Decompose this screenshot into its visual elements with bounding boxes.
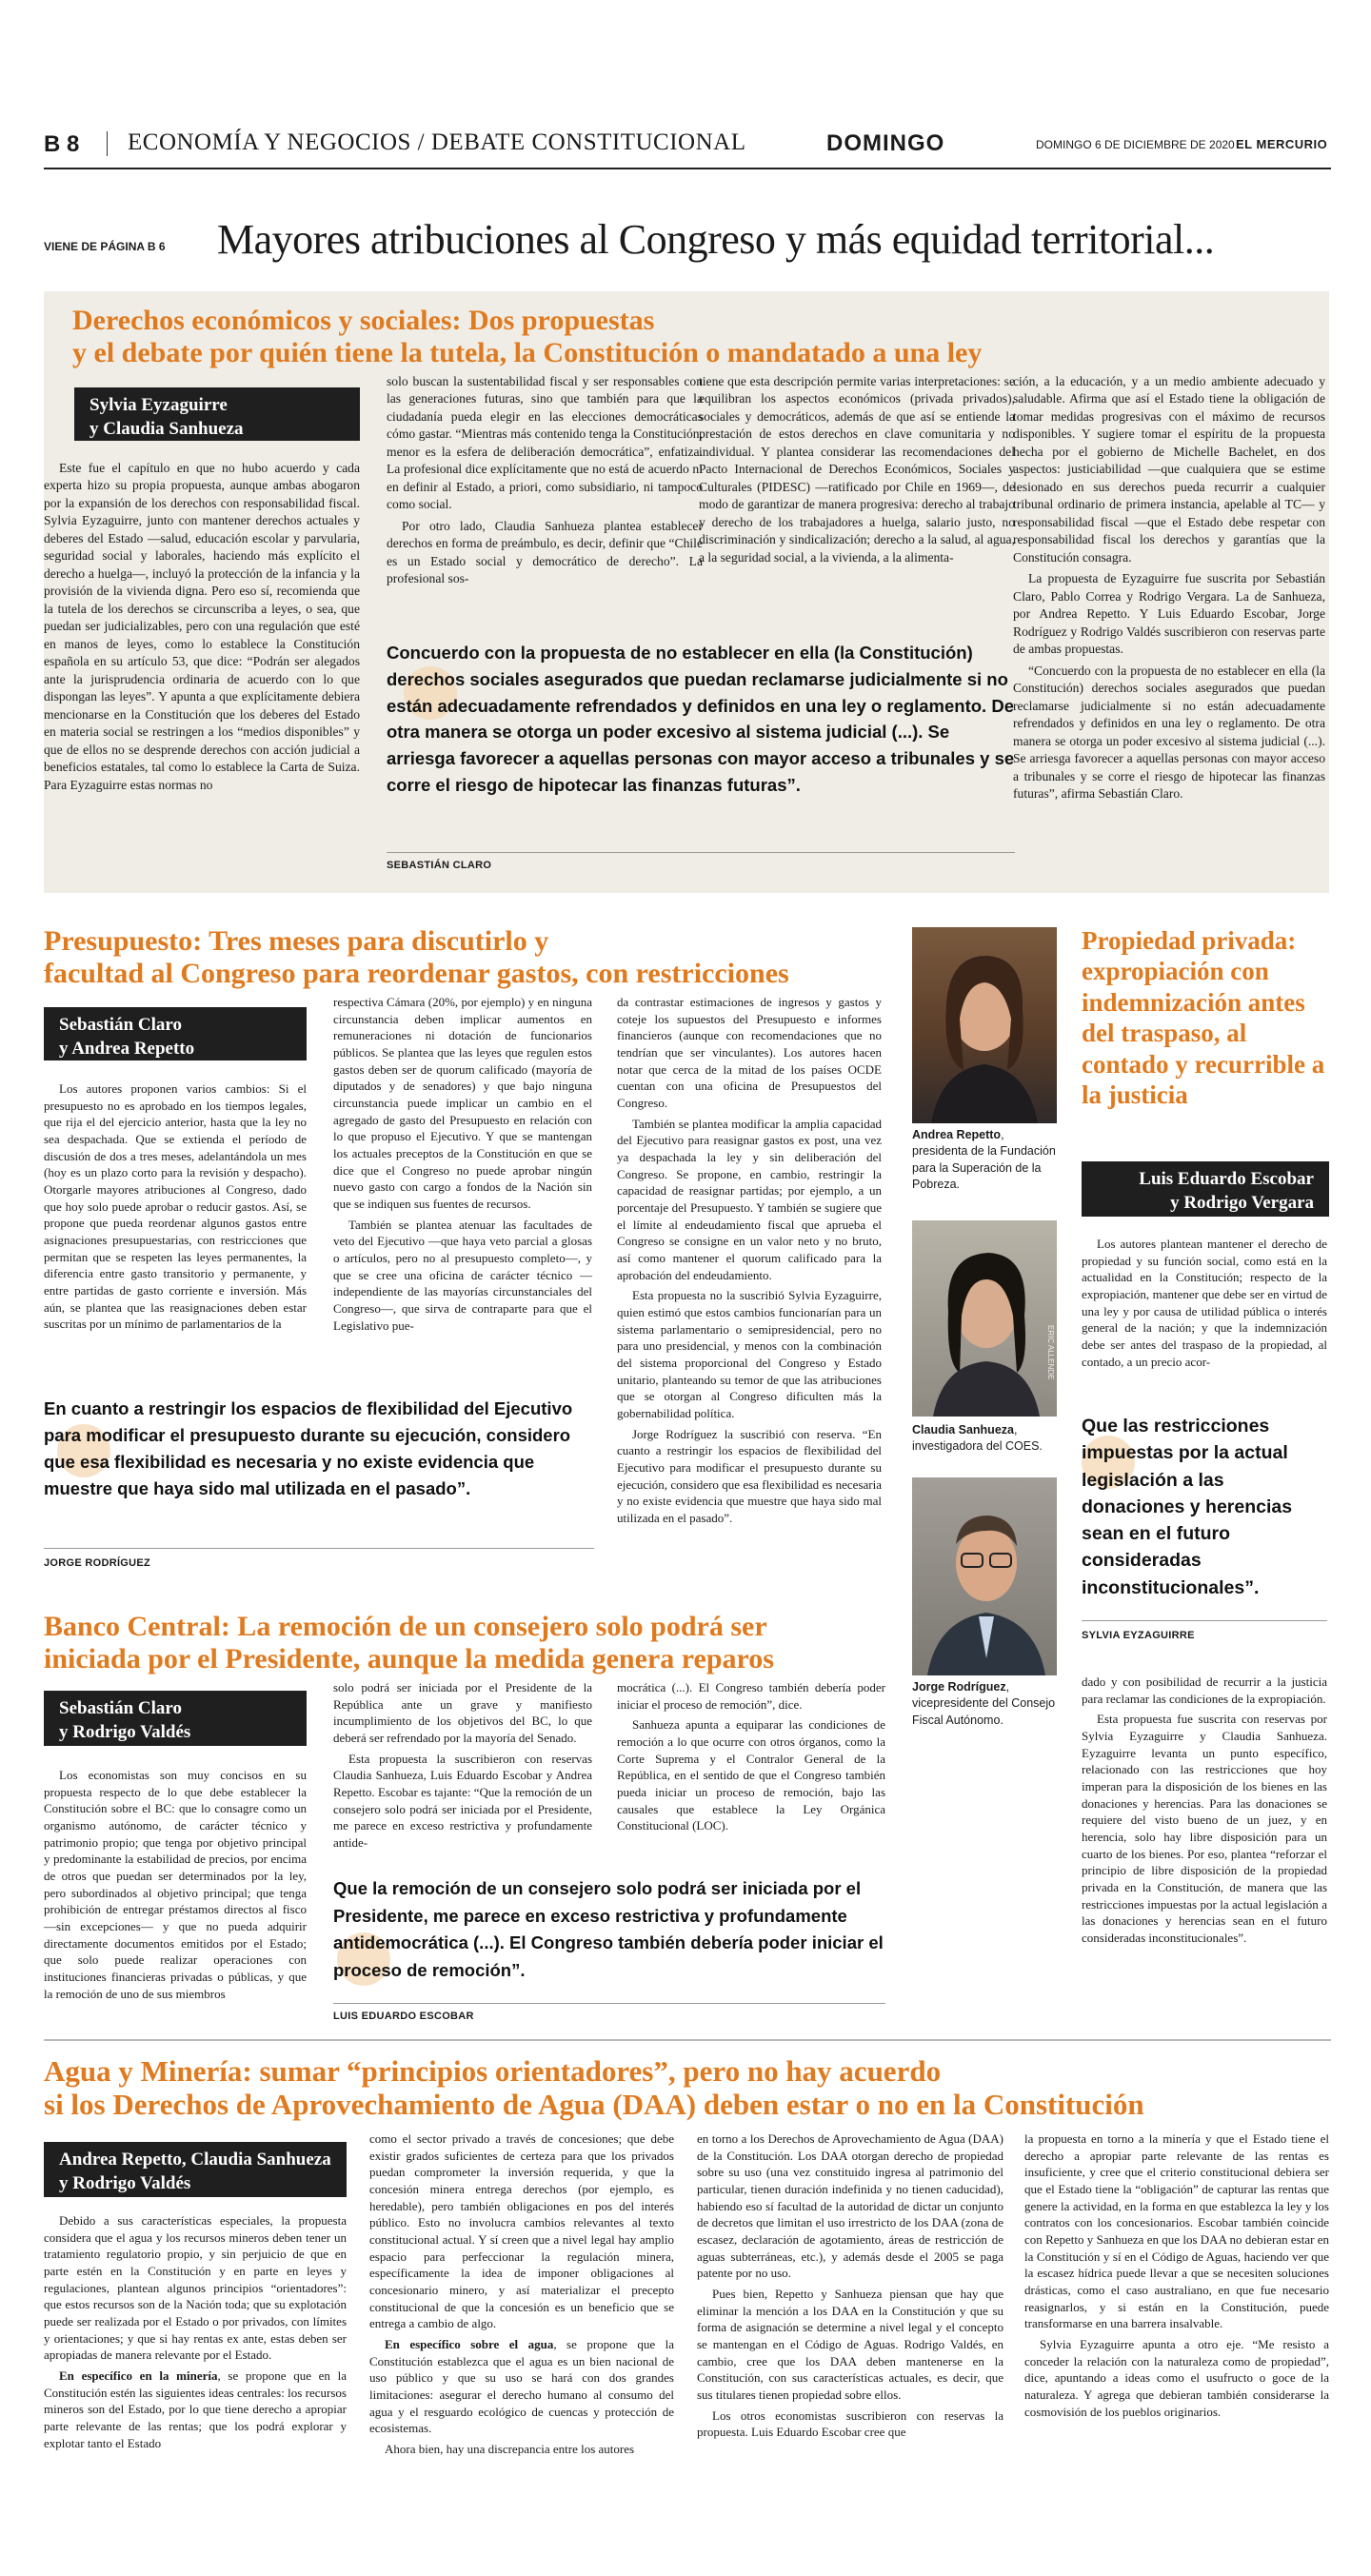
author-line: y Rodrigo Vergara [1170, 1192, 1314, 1213]
portrait-illustration [912, 1477, 1057, 1675]
pull-quote-text: Concuerdo con la propuesta de no establecer en ella (la Constitución) derechos sociales asegurados que puedan reclamarse judicialmente si no están adecuadamente refrendados y definidos en una ley o reglamento. De otra manera se otorga un poder excesivo al sistema judicial (...). Se arriesga favorecer a aquellas personas con mayor acceso a tribunales y se corre el riesgo de hipotecar las finanzas futuras”. [387, 643, 1015, 795]
quote-divider [1082, 1620, 1327, 1621]
derechos-column-3 [699, 373, 1015, 570]
paragraph: tiene que esta descripción permite varias interpretaciones: se equilibran los aspectos económicos (privada privados), sociales y democráticos, además de que así se entiende la prestación de estos derechos en clave comunitaria y no individual. Y plantea considerar las recomendaciones del Pacto Internacional de Derechos Económicos, Sociales y Culturales (PIDESC) —ratificado por Chile en 1969—, de modo de garantizar de manera progresiva: derecho al trabajo y derecho de los trabajadores a huelga, salario justo, no discriminación y sindicalización; derecho a la salud, al agua, a la seguridad social, a la vivienda, a la alimenta- [699, 374, 1015, 565]
pull-quote-text: Que la remoción de un consejero solo podrá ser iniciada por el Presidente, me parece en exceso restrictiva y profundamente antidemocrática (...). El Congreso también debería poder iniciar el proceso de remoción”. [333, 1878, 884, 1981]
paragraph: da contrastar estimaciones de ingresos y gastos y coteje los supuestos del Presupuesto e informes financieros (aunque con recomendaciones que no tendrían que ser vinculantes). Los autores hacen notar que cerca de la mitad de los países OCDE cuentan con una oficina de Presupuestos del Congreso. [617, 995, 882, 1111]
banco-quote-attribution: LUIS EDUARDO ESCOBAR [333, 2011, 474, 2022]
derechos-column-2 [387, 373, 703, 592]
presupuesto-pull-quote [44, 1396, 594, 1502]
paragraph: Esta propuesta fue suscrita con reservas por Sylvia Eyzaguirre y Claudia Sanhueza. Eyzaguirre levanta un punto específico, relacionado con las restricciones que hoy imperan para la disposición de los bienes en las donaciones y herencias. Para las donaciones se requiere del visto bueno de un juez, y en herencia, solo hay libre disposición para un cuarto de los bienes. Por eso, plantea “reforzar el principio de libre disposición de la propiedad privada en la Constitución, de manera que las restricciones impuestas por la actual legislación a las donaciones y herencias sean en el futuro consideradas inconstitucionales”. [1082, 1712, 1327, 1946]
paragraph: ción, a la educación, y a un medio ambiente adecuado y saludable. Afirma que así el Estado tiene la obligación de tomar medidas progresivas con el máximo de recursos disponibles. Y sugiere tomar el espíritu de la propuesta hecha por el gobierno de Michelle Bachelet, en dos aspectos: justiciabilidad —que cualquiera que se estime lesionado en sus derechos pueda recurrir a cualquier tribunal ordinario de primera instancia, apelable al TC— y responsabilidad fiscal —que el Estado debe respetar con responsabilidad fiscal los derechos y garantías que la Constitución consagra. [1013, 374, 1325, 565]
paragraph: Sylvia Eyzaguirre apunta a otro eje. “Me resisto a conceder la relación con la naturaleza como de propiedad”, dice, apuntando a ideas como el usufructo o goce de la naturaleza. Y agrega que debieran también considerarse la cosmovisión de los pueblos originarios. [1024, 2337, 1329, 2419]
photo-jorge-rodriguez [912, 1477, 1057, 1675]
paragraph: Pues bien, Repetto y Sanhueza piensan que hay que eliminar la mención a los DAA en la Constitución y que su forma de asignación se determine a nivel legal y el concepto se mantengan en el Código de Aguas. Rodrigo Valdés, en cambio, cree que los DAA deben mantenerse en la Constitución, con sus características actuales, es decir, que sus titulares tienen propiedad sobre ellos. [697, 2287, 1003, 2403]
presupuesto-headline-line2: facultad al Congreso para reordenar gastos, con restricciones [44, 957, 789, 989]
propiedad-pull-quote [1082, 1413, 1327, 1601]
banco-pull-quote [333, 1875, 885, 1985]
presupuesto-column-3 [617, 994, 882, 1531]
author-line: Sylvia Eyzaguirre [89, 395, 228, 415]
photo-credit: ERIC ALLENDE [1046, 1325, 1055, 1380]
paragraph-text: , se propone que en la Constitución estén las siguientes ideas centrales: los recursos mineros son del Estado, por lo que tiene derecho a apropiar parte relevante de las rentas; que los podrá explorar y explotar tanto el Estado [44, 2368, 347, 2450]
agua-column-1 [44, 2212, 347, 2455]
agua-author-box [44, 2142, 347, 2197]
paragraph: como el sector privado a través de concesiones; que debe existir grados suficientes de certeza para que los privados puedan comprometer la inversión requerida, y que la concesión minera entrega derechos (por ejemplo, es heredable), pero también obligaciones en pos del interés público. Esto no involucra cambios relevantes al texto constitucional actual. Y sí creen que a nivel legal hay amplio espacio para perfeccionar la regulación minera, específicamente la idea de imponer obligaciones al concesionario minero, y así materializar el precepto constitucional de que la concesión es un beneficio que se entrega a cambio de algo. [369, 2131, 674, 2331]
weekday: DOMINGO [826, 130, 945, 156]
derechos-column-4 [1013, 373, 1325, 807]
paragraph: También se plantea atenuar las facultades de veto del Ejecutivo —que haya veto parcial a glosas o artículos, pero no al presupuesto completo—, y que se cree una oficina de carácter técnico —independiente de las mayorías circunstanciales del Congreso—, que sirva de contraparte para que el Legislativo pue- [333, 1217, 592, 1333]
paragraph: Sanhueza apunta a equiparar las condiciones de remoción a lo que ocurre con otros órganos, como la Corte Suprema y el Contralor General de la República, en el sentido de que el Congreso también pueda iniciar un proceso de remoción, bajo las causales que establece la Ley Orgánica Constitucional (LOC). [617, 1717, 885, 1833]
agua-column-3 [697, 2130, 1003, 2445]
author-line: y Rodrigo Valdés [59, 1721, 191, 1742]
paragraph: Por otro lado, Claudia Sanhueza plantea establecer derechos en forma de preámbulo, es decir, definir que “Chile es un Estado social y democrático de derecho”. La profesional sos- [387, 518, 703, 586]
paragraph: Este fue el capítulo en que no hubo acuerdo y cada experta hizo su propia propuesta, aunque ambas abogaron por la expansión de los derechos con responsabilidad fiscal. Sylvia Eyzaguirre, junto con mantener derechos actuales y deberes del Estado —salud, educación escolar y parvularia, seguridad social y laborales, haciendo más explícito el derecho a huelga—, incluyó la protección de la infancia y la provisión de la vivienda digna. Pero eso sí, recomienda que la tutela de los derechos se circunscriba a leyes, o sea, que puedan ser judicializables, pero con una regulación que esté en manos de leyes, como lo establece la Constitución española en su artículo 53, que dice: “Podrán ser alegados ante la jurisprudencia ordinaria de acuerdo con lo que dispongan las leyes”. Y apunta a que explícitamente debiera mencionarse en la Constitución que los deberes del Estado en materia social se restringen a los “medios disponibles” y que de ellos no se desprende derechos con acción judicial a beneficios estatales, tal como lo establece la Carta de Suiza. Para Eyzaguirre estas normas no [44, 461, 360, 792]
paragraph: Los otros economistas suscribieron con reservas la propuesta. Luis Eduardo Escobar cree que [697, 2408, 1003, 2440]
author-line: Sebastián Claro [59, 1015, 182, 1035]
paragraph: dado y con posibilidad de recurrir a la justicia para reclamar las condiciones de la expropiación. [1082, 1674, 1327, 1706]
propiedad-headline: Propiedad privada: expropiación con indemnización antes del traspaso, al contado y recurrible a la justicia [1082, 926, 1325, 1109]
derechos-column-1 [44, 460, 360, 798]
derechos-headline [72, 305, 1310, 369]
agua-column-2 [369, 2130, 674, 2462]
paragraph: Jorge Rodríguez la suscribió con reserva. “En cuanto a restringir los espacios de flexibilidad del Ejecutivo para modificar el presupuesto durante su ejecución, considero que esa flexibilidad es necesaria y no existe evidencia que muestre que haya sido mal utilizada en el pasado”. [617, 1426, 882, 1526]
pull-quote-text: En cuanto a restringir los espacios de flexibilidad del Ejecutivo para modificar el presupuesto durante su ejecución, considero que esa flexibilidad es necesaria y no existe evidencia que muestre que haya sido mal utilizada en el pasado”. [44, 1398, 573, 1499]
quote-divider [333, 2003, 885, 2004]
quote-divider [387, 852, 1015, 853]
propiedad-column-b [1082, 1674, 1327, 1951]
paragraph: mocrática (...). El Congreso también debería poder iniciar el proceso de remoción”, dice. [617, 1680, 885, 1712]
caption-name: Jorge Rodríguez [912, 1680, 1006, 1694]
presupuesto-column-1 [44, 1080, 307, 1337]
banco-column-2 [333, 1679, 592, 1855]
author-line: y Claudia Sanhueza [89, 418, 244, 439]
author-line: Andrea Repetto, Claudia Sanhueza [59, 2150, 331, 2170]
agua-headline-line1: Agua y Minería: sumar “principios orientadores”, pero no hay acuerdo [44, 2054, 942, 2088]
agua-headline [44, 2054, 1331, 2121]
paragraph [369, 2336, 674, 2437]
paragraph [44, 2368, 347, 2451]
propiedad-quote-attribution: SYLVIA EYZAGUIRRE [1082, 1630, 1195, 1641]
date: DOMINGO 6 DE DICIEMBRE DE 2020 [1036, 138, 1235, 151]
paragraph: Los autores proponen varios cambios: Si el presupuesto no es aprobado en los tiempos legales, que rija el del ejercicio anterior, hasta que la ley no sea despachada. Que se extienda el período de discusión de dos a tres meses, adelantándola un mes (hoy es un plazo corto para la revisión y despacho). Otorgarle mayores atribuciones al Congreso, dado que hoy solo puede aprobar o reducir gastos. Así, se propone que pueda reordenar algunos gastos entre asignaciones presupuestarias, con restricciones que permitan que se respeten las leyes permanentes, la diferencia entre gasto transitorio y permanente, y entre partidas de gasto corriente e inversión. Más aún, se plantea que las reasignaciones deben estar suscritas por un mínimo de parlamentarios de la [44, 1081, 307, 1332]
paragraph: respectiva Cámara (20%, por ejemplo) y en ninguna circunstancia deben implicar aumentos en remuneraciones ni dotación de funcionarios públicos. Se plantea que las leyes que regulen estos gastos deben ser de quorum calificado (mayoría de diputados y de senadores) y que bajo ninguna circunstancia puede implicar un cambio en el agregado de gasto del Presupuesto en relación con lo que propuso el Ejecutivo. Y que se mantengan los actuales preceptos de la Constitución en que se dice que el Congreso no puede aprobar ningún nuevo gasto con cargo a fondos de la Nación sin que se indiquen sus fuentes de recursos. [333, 995, 592, 1212]
caption-name: Claudia Sanhueza [912, 1423, 1014, 1437]
banco-headline-line2: iniciada por el Presidente, aunque la medida genera reparos [44, 1642, 774, 1674]
quote-divider [44, 1548, 594, 1549]
banco-headline-line1: Banco Central: La remoción de un consejero solo podrá ser [44, 1611, 767, 1642]
derechos-author-box [74, 387, 360, 441]
derechos-quote-attribution: SEBASTIÁN CLARO [387, 860, 492, 871]
caption-role: , presidenta de la Fundación para la Superación de la Pobreza. [912, 1128, 1056, 1191]
continued-from-kicker: VIENE DE PÁGINA B 6 [44, 240, 166, 253]
portrait-illustration [912, 927, 1057, 1123]
newspaper-name: EL MERCURIO [1236, 137, 1328, 151]
caption-name: Andrea Repetto [912, 1128, 1002, 1141]
photo-claudia-sanhueza [912, 1220, 1057, 1417]
caption-role: , investigadora del COES. [912, 1423, 1043, 1454]
agua-column-4 [1024, 2130, 1329, 2424]
author-line: y Rodrigo Valdés [59, 2172, 191, 2193]
derechos-headline-line2: y el debate por quién tiene la tutela, la Constitución o mandatado a una ley [72, 336, 983, 368]
propiedad-column-a [1082, 1236, 1327, 1374]
caption-jorge-rodriguez [912, 1679, 1061, 1729]
author-line: Sebastián Claro [59, 1698, 182, 1718]
presupuesto-quote-attribution: JORGE RODRÍGUEZ [44, 1557, 151, 1569]
photo-andrea-repetto [912, 927, 1057, 1123]
paragraph: Ahora bien, hay una discrepancia entre los autores [385, 2442, 635, 2457]
paragraph: Esta propuesta no la suscribió Sylvia Eyzaguirre, quien estimó que estos cambios funcionarían para un sistema parlamentario o semipresidencial, pero no para uno presidencial, y menos con la combinación del sistema proporcional del Congreso y Estado unitario, planteando su temor de que las atribuciones que se otorgan al Congreso dificulten más la gobernabilidad política. [617, 1288, 882, 1421]
section-divider [44, 2039, 1331, 2041]
caption-role: , vicepresidente del Consejo Fiscal Autónomo. [912, 1680, 1056, 1727]
paragraph: Debido a sus características especiales, la propuesta considera que el agua y los recursos mineros deben tener un tratamiento regulatorio propio, y sin perjuicio de que en parte estén en la Constitución y en parte en leyes y regulaciones, plantean algunos principios “orientadores”: que estos recursos son de la Nación toda; que su explotación puede ser realizada por el Estado o por privados, con límites y orientaciones; y que si hay rentas ex ante, estas deben ser apropiadas de manera relevante por el Estado. [44, 2213, 347, 2363]
paragraph-lead: En específico sobre el agua [385, 2337, 554, 2352]
page-number: B 8 [44, 131, 80, 157]
section-name: ECONOMÍA Y NEGOCIOS / DEBATE CONSTITUCIONAL [128, 129, 746, 155]
derechos-pull-quote [387, 640, 1015, 799]
paragraph: en torno a los Derechos de Aprovechamiento de Agua (DAA) de la Constitución. Los DAA otorgan derecho de propiedad sobre su uso (una vez constituido ingresa al patrimonio del particular, tienen duración indefinida y no tienen caducidad), habiendo eso sí facultad de la autoridad de dictar un conjunto de decretos que limitan el uso irrestricto de los DAA (zona de escasez, declaración de agotamiento, áreas de restricción de aguas subterráneas, etc.), y además desde el 2005 se paga patente por no uso. [697, 2131, 1003, 2281]
paragraph: la propuesta en torno a la minería y que el Estado tiene el derecho a apropiar parte relevante de las rentas es insuficiente, y cree que el criterio constitucional debiera ser que el Estado tiene la “obligación” de capturar las rentas que genere la actividad, en la forma en que establezca la ley y los contratos con los concesionarios. Escobar también coincide con Repetto y Sanhueza en que los DAA no debieran estar en la Constitución y sí en el Código de Aguas, haciendo ver que la escasez hídrica puede llevar a que se necesiten soluciones drásticas, como el caso australiano, en que fue necesario reasignarlos, y si están en la Constitución, puede transformarse en una barrera insalvable. [1024, 2131, 1329, 2331]
paragraph-text: , se propone que la Constitución establezca que el agua es un bien nacional de uso público y que su uso se hará con dos grandes limitaciones: asegurar el derecho humano al consumo del agua y el resguardo ecológico de cuencas y protección de ecosistemas. [369, 2337, 674, 2436]
paragraph: La propuesta de Eyzaguirre fue suscrita por Sebastián Claro, Pablo Correa y Rodrigo Vergara. La de Sanhueza, por Andrea Repetto. Y Luis Eduardo Escobar, Jorge Rodríguez y Rodrigo Valdés suscribieron con reservas parte de ambas propuestas. [1013, 571, 1325, 657]
author-line: Luis Eduardo Escobar [1139, 1169, 1314, 1189]
paragraph: También se plantea modificar la amplia capacidad del Ejecutivo para reasignar gastos ex post, una vez ya despachada la ley y sin deliberación del Congreso. Se propone, en cambio, restringir la capacidad de reasignar partidas; por ejemplo, a un porcentaje del Presupuesto. Y también se sugiere que el límite al endeudamiento fiscal que aprueba el Congreso se consigne en un valor neto y no bruto, así como mantener el quorum calificado para la aprobación del endeudamiento. [617, 1116, 882, 1282]
paragraph: solo podrá ser iniciada por el Presidente de la República ante un grave y manifiesto incumplimiento de los objetivos del BC, lo que deberá ser refrendado por la mayoría del Senado. [333, 1680, 592, 1746]
banco-column-1 [44, 1767, 307, 2006]
portrait-illustration [912, 1220, 1057, 1417]
presupuesto-author-box [44, 1007, 307, 1060]
paragraph: Los autores plantean mantener el derecho de propiedad y su función social, como está en la actualidad en la Constitución; respecto de la expropiación, mantener que debe ser en virtud de una ley y por causa de utilidad pública o interés general de la nación; y que la indemnización debe ser antes del traspaso de la propiedad, al contado, a un precio acor- [1082, 1237, 1327, 1369]
presupuesto-headline [44, 925, 901, 990]
paragraph: Esta propuesta la suscribieron con reservas Claudia Sanhueza, Luis Eduardo Escobar y Andrea Repetto. Escobar es tajante: “Que la remoción de un consejero solo podrá ser iniciada por el Presidente, me parece en exceso restrictiva y profundamente antide- [333, 1751, 592, 1851]
banco-author-box [44, 1691, 307, 1746]
pull-quote-text: Que las restricciones impuestas por la actual legislación a las donaciones y herencias sean en el futuro consideradas inconstitucionales”. [1082, 1416, 1293, 1598]
page-header [44, 122, 1331, 169]
agua-headline-line2: si los Derechos de Aprovechamiento de Agua (DAA) deben estar o no en la Constitución [44, 2088, 1144, 2122]
paragraph-lead: En específico en la minería [59, 2368, 218, 2384]
propiedad-author-box [1082, 1161, 1329, 1217]
caption-andrea-repetto [912, 1127, 1061, 1193]
derechos-headline-line1: Derechos económicos y sociales: Dos propuestas [72, 305, 655, 336]
banco-headline [44, 1611, 901, 1675]
main-headline: Mayores atribuciones al Congreso y más equidad territorial... [217, 216, 1215, 263]
banco-column-3 [617, 1679, 885, 1838]
paragraph: “Concuerdo con la propuesta de no establecer en ella (la Constitución) derechos sociales asegurados que puedan reclamarse judicialmente si no están adecuadamente refrendados y definidos en una ley o reglamento. De otra manera se otorga un poder excesivo al sistema judicial (...). Se arriesga favorecer a aquellas personas con mayor acceso a tribunales y se corre el riesgo de hipotecar las finanzas futuras”, afirma Sebastián Claro. [1013, 663, 1325, 802]
paragraph: solo buscan la sustentabilidad fiscal y ser responsables con las generaciones futuras, sino que también para que la ciudadanía pueda elegir en las elecciones democráticas cómo gastar. “Mientras más contenido tenga la Constitución, menor es la esfera de deliberación democrática”, enfatiza. La profesional dice explícitamente que no está de acuerdo ni en definir al Estado, a priori, como subsidiario, ni tampoco como social. [387, 374, 703, 512]
paragraph: Los economistas son muy concisos en su propuesta respecto de lo que debe establecer la Constitución sobre el BC: que lo consagre como un organismo autónomo, de carácter técnico y patrimonio propio; que tenga por objetivo principal y predominante la estabilidad de precios, por encima de otros que puedan ser determinados por la ley, pero subordinados al objetivo principal; que tenga prohibición de entregar préstamos directos al fisco —sin excepciones— y que no pueda adquirir directamente documentos emitidos por el Estado; que solo puede realizar operaciones con instituciones financieras privadas o públicas, y que la remoción de uno de sus miembros [44, 1768, 307, 2001]
caption-claudia-sanhueza [912, 1422, 1061, 1456]
presupuesto-headline-line1: Presupuesto: Tres meses para discutirlo y [44, 925, 549, 957]
presupuesto-column-2 [333, 994, 592, 1338]
author-line: y Andrea Repetto [59, 1038, 195, 1059]
